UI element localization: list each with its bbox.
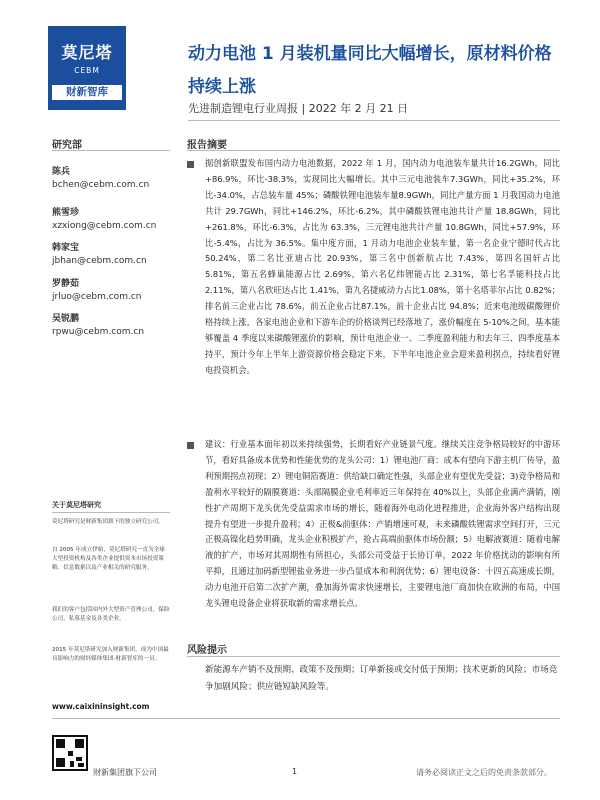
cebm-logo bbox=[48, 26, 126, 110]
logo-name-cn: 莫尼塔 bbox=[61, 43, 113, 62]
logo-sub: 财新智库 bbox=[52, 85, 122, 100]
footer-divider bbox=[52, 718, 560, 719]
about-paragraph: 我们的客户包括国内外大型资产管理公司，保险公司，私募基金及各类企业。 bbox=[52, 607, 170, 622]
analyst-email[interactable]: jrluo@cebm.com.cn bbox=[52, 292, 142, 302]
risk-divider bbox=[187, 656, 560, 657]
recommendation-paragraph: 建议：行业基本面年初以来持续强势，长期看好产业链景气度。继续关注竞争格局较好的中游环节，看好具备成本优势和性能优势的龙头公司：1）锂电池厂商：成本有望向下游主机厂传导，盈利预期拐点初现；2）锂电铜箔赛道：供给缺口确定性强，头部企业有望优先受益；3)竞争格局和盈利水平较好的隔膜赛道：头部隔膜企业毛利率近三年保持在 40%以上，头部企业满产满销，刚性扩产周期下龙头优先受益需求市场的增长，随着海外电动化进程推进，企业海外客户结构出现提升有望进一步提升盈利；4）正极&前驱体：产销增速可观，未来磷酸铁锂需求空间打开，三元正极高镍化趋势明确，龙头企业积极扩产，抢占高端前驱体市场份额；5）电解液赛道：随着电解液的扩产，市场对其周期性有所担心，头部公司受益于长协订单，2022 年价格扰动的影响有所平抑，且通过加码新型锂盐业务进一步凸显成本和利润优势；6）锂电设备：十四五高速成长期，动力电池开启第二次扩产潮，叠加海外需求快速增长，主要锂电池厂商加快在欧洲的布局，中国龙头锂电设备企业将获取新的需求增长点。 bbox=[205, 439, 560, 609]
report-title: 动力电池 1 月装机量同比大幅增长，原材料价格持续上涨 bbox=[188, 44, 552, 97]
analyst-email[interactable]: bchen@cebm.com.cn bbox=[52, 180, 150, 190]
summary-heading: 报告摘要 bbox=[187, 140, 227, 151]
bullet-square-icon bbox=[187, 161, 194, 168]
analyst-card bbox=[52, 240, 170, 266]
sidebar-heading: 研究部 bbox=[52, 140, 82, 151]
about-divider bbox=[52, 512, 170, 513]
page-number: 1 bbox=[292, 767, 298, 776]
analyst-name: 熊雪珍 bbox=[52, 208, 80, 218]
footer-company: 财新集团旗下公司 bbox=[93, 768, 157, 777]
analyst-email[interactable]: rpwu@cebm.com.cn bbox=[52, 327, 145, 337]
risk-text: 新能源车产销不及预期、政策不及预期；订单新接或交付低于预期；技术更新的风险；市场竞争加剧风险；供应链短缺风险等。 bbox=[205, 665, 558, 692]
about-paragraph: 2015 年莫尼塔研究加入财新集团，成为中国最具影响力的财经媒体集团-财新智库的一员。 bbox=[52, 647, 169, 662]
about-paragraph: 莫尼塔研究是财新集团旗下的独立研究公司。 bbox=[52, 519, 164, 525]
main-head-divider bbox=[187, 150, 560, 151]
about-heading: 关于莫尼塔研究 bbox=[52, 501, 101, 509]
analyst-name: 陈兵 bbox=[52, 167, 71, 177]
analyst-card bbox=[52, 205, 170, 231]
header-divider bbox=[188, 120, 560, 121]
analyst-card bbox=[52, 311, 170, 337]
analyst-name: 吴锐鹏 bbox=[52, 314, 80, 324]
report-subtitle: 先进制造锂电行业周报 | 2022 年 2 月 21 日 bbox=[188, 102, 409, 115]
summary-paragraph: 据创新联盟发布国内动力电池数据，2022 年 1 月，国内动力电池装车量共计16.2GWh，同比+86.9%，环比-38.3%，实现同比大幅增长。其中三元电池装车7.3GWh，同比+35.2%，环比-34.0%，占总装车量 45%；磷酸铁锂电池装车量8.9GWh，同比产量方面 1 月我国动力电池共计 29.7GWh，同比+146.2%，环比-6.2%，其中磷酸铁锂电池共计产量 18.8GWh，同比+261.8%，环比-6.3%，占比为 63.3%，三元锂电池共计产量 10.8GWh，同比+57.9%，环比-5.4%，占比为 36.5%。集中度方面，1 月动力电池企业装车量，第一名企业宁德时代占比 50.24%，第二名比亚迪占比 20.93%，第三名中创新航占比 7.43%，第四名国轩占比 5.81%，第五名蜂巢能源占比 2.69%，第六名亿纬锂能占比 2.31%，第七名孚能科技占比 2.11%，第八名欣旺达占比 1.41%，第九名捷威动力占比1.08%，第十名塔菲尔占比 0.82%；排名前三企业占比 78.6%，前五企业占比87.1%，前十企业占比 94.8%；近来电池级碳酸锂价格持续上涨，各家电池企业和下游车企的价格谈判已经落地了，涨价幅度在 5-10%之间，基本能够覆盖 4 季度以来碳酸锂涨价的影响，预计电池企业一、二季度盈利能力和去年三、四季度基本持平，预计今年上半年上游资源价格会稳定下来，下半年电池企业会迎来盈利拐点，持续看好锂电投资机会。 bbox=[205, 158, 560, 375]
analyst-card bbox=[52, 164, 170, 190]
bullet-square-icon bbox=[187, 442, 194, 449]
qr-code-icon bbox=[52, 735, 88, 771]
analyst-email[interactable]: jbhan@cebm.com.cn bbox=[52, 256, 147, 266]
risk-heading: 风险提示 bbox=[187, 645, 227, 656]
analyst-name: 韩家宝 bbox=[52, 243, 80, 253]
about-paragraph: 自 2005 年成立伊始，莫尼塔研究一直为全球大型投资机构及各类企业提供资本市场投资策略、信息数据以及产业相关的研究服务。 bbox=[52, 547, 165, 571]
footer-disclaimer: 请务必阅读正文之后的免责条款部分。 bbox=[416, 768, 552, 777]
analyst-name: 罗静茹 bbox=[52, 279, 80, 289]
website-link[interactable]: www.caixininsight.com bbox=[52, 702, 150, 711]
logo-name-en: CEBM bbox=[74, 66, 100, 75]
analyst-email[interactable]: xzxiong@cebm.com.cn bbox=[52, 221, 157, 231]
analyst-card bbox=[52, 276, 170, 302]
